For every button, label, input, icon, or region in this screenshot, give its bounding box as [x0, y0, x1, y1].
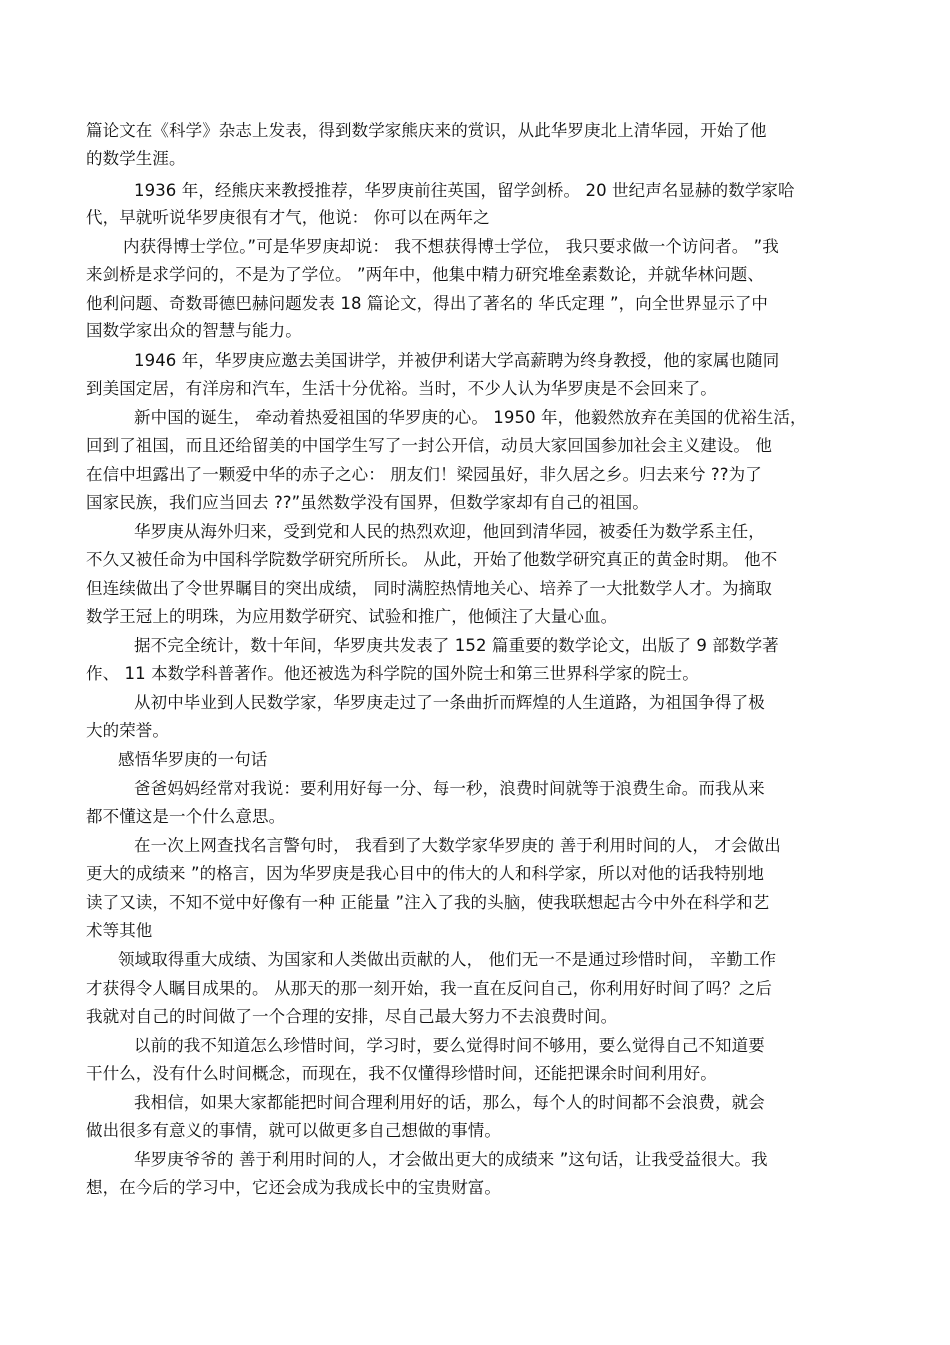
- text-line: 干什么，没有什么时间概念，而现在，我不仅懂得珍惜时间，还能把课余时间利用好。: [86, 1064, 717, 1083]
- text-line: 来剑桥是求学问的，不是为了学位。 ”两年中，他集中精力研究堆垒素数论，并就华林问题、: [86, 265, 764, 284]
- text-line: 想，在今后的学习中，它还会成为我成长中的宝贵财富。: [86, 1178, 501, 1197]
- text-line: 回到了祖国，而且还给留美的中国学生写了一封公开信，动员大家回国参加社会主义建设。 他: [86, 436, 772, 455]
- text-line: 国家民族，我们应当回去 ??”虽然数学没有国界，但数学家却有自己的祖国。: [86, 493, 649, 512]
- text-line: 才获得令人瞩目成果的。 从那天的那一刻开始，我一直在反问自己，你利用好时间了吗？之后: [86, 979, 772, 998]
- text-line: 他利问题、奇数哥德巴赫问题发表 18 篇论文，得出了著名的 华氏定理 ”，向全世界显示了中: [86, 294, 769, 313]
- text-line: 在一次上网查找名言警句时， 我看到了大数学家华罗庚的 善于利用时间的人， 才会做出: [134, 836, 781, 855]
- text-line: 但连续做出了令世界瞩目的突出成绩， 同时满腔热情地关心、培养了一大批数学人才。为摘取: [86, 579, 772, 598]
- text-line: 都不懂这是一个什么意思。: [86, 807, 286, 826]
- text-line: 内获得博士学位。”可是华罗庚却说： 我不想获得博士学位， 我只要求做一个访问者。 ”我: [123, 237, 779, 256]
- text-line: 读了又读，不知不觉中好像有一种 正能量 ”注入了我的头脑，使我联想起古今中外在科学和艺: [86, 893, 770, 912]
- text-line: 华罗庚从海外归来，受到党和人民的热烈欢迎，他回到清华园，被委任为数学系主任，: [134, 522, 765, 541]
- text-line: 以前的我不知道怎么珍惜时间，学习时，要么觉得时间不够用，要么觉得自己不知道要: [134, 1036, 765, 1055]
- text-line: 我相信，如果大家都能把时间合理利用好的话，那么，每个人的时间都不会浪费，就会: [134, 1093, 765, 1112]
- text-line: 术等其他: [86, 921, 153, 940]
- text-line: 国数学家出众的智慧与能力。: [86, 321, 302, 340]
- text-line: 在信中坦露出了一颗爱中华的赤子之心： 朋友们！梁园虽好，非久居之乡。归去来兮 ??为了: [86, 465, 762, 484]
- text-line: 不久又被任命为中国科学院数学研究所所长。 从此，开始了他数学研究真正的黄金时期。 他不: [86, 550, 778, 569]
- text-line: 我就对自己的时间做了一个合理的安排，尽自己最大努力不去浪费时间。: [86, 1007, 618, 1026]
- text-line: 做出很多有意义的事情，就可以做更多自己想做的事情。: [86, 1121, 501, 1140]
- text-line: 爸爸妈妈经常对我说：要利用好每一分、每一秒，浪费时间就等于浪费生命。而我从来: [134, 779, 765, 798]
- text-line: 1936 年，经熊庆来教授推荐，华罗庚前往英国，留学剑桥。 20 世纪声名显赫的数学家哈: [134, 181, 795, 200]
- text-line: 据不完全统计，数十年间，华罗庚共发表了 152 篇重要的数学论文，出版了 9 部数学著: [134, 636, 779, 655]
- text-line: 的数学生涯。: [86, 149, 186, 168]
- text-line: 从初中毕业到人民数学家，华罗庚走过了一条曲折而辉煌的人生道路，为祖国争得了极: [134, 693, 765, 712]
- text-line: 到美国定居，有洋房和汽车，生活十分优裕。当时，不少人认为华罗庚是不会回来了。: [86, 379, 717, 398]
- text-line: 数学王冠上的明珠，为应用数学研究、试验和推广，他倾注了大量心血。: [86, 607, 618, 626]
- text-line: 更大的成绩来 ”的格言，因为华罗庚是我心目中的伟大的人和科学家，所以对他的话我特别地: [86, 864, 764, 883]
- section-heading: 感悟华罗庚的一句话: [118, 750, 268, 769]
- text-line: 作、 11 本数学科普著作。他还被选为科学院的国外院士和第三世界科学家的院士。: [86, 664, 699, 683]
- text-line: 篇论文在《科学》杂志上发表，得到数学家熊庆来的赏识，从此华罗庚北上清华园，开始了他: [86, 121, 767, 140]
- text-line: 领域取得重大成绩、为国家和人类做出贡献的人， 他们无一不是通过珍惜时间， 辛勤工作: [118, 950, 777, 969]
- text-line: 新中国的诞生， 牵动着热爱祖国的华罗庚的心。 1950 年，他毅然放弃在美国的优裕生活，: [134, 408, 807, 427]
- text-line: 华罗庚爷爷的 善于利用时间的人，才会做出更大的成绩来 ”这句话，让我受益很大。我: [134, 1150, 768, 1169]
- text-line: 1946 年，华罗庚应邀去美国讲学，并被伊利诺大学高薪聘为终身教授，他的家属也随同: [134, 351, 780, 370]
- text-line: 代，早就听说华罗庚很有才气，他说： 你可以在两年之: [86, 208, 490, 227]
- text-line: 大的荣誉。: [86, 721, 169, 740]
